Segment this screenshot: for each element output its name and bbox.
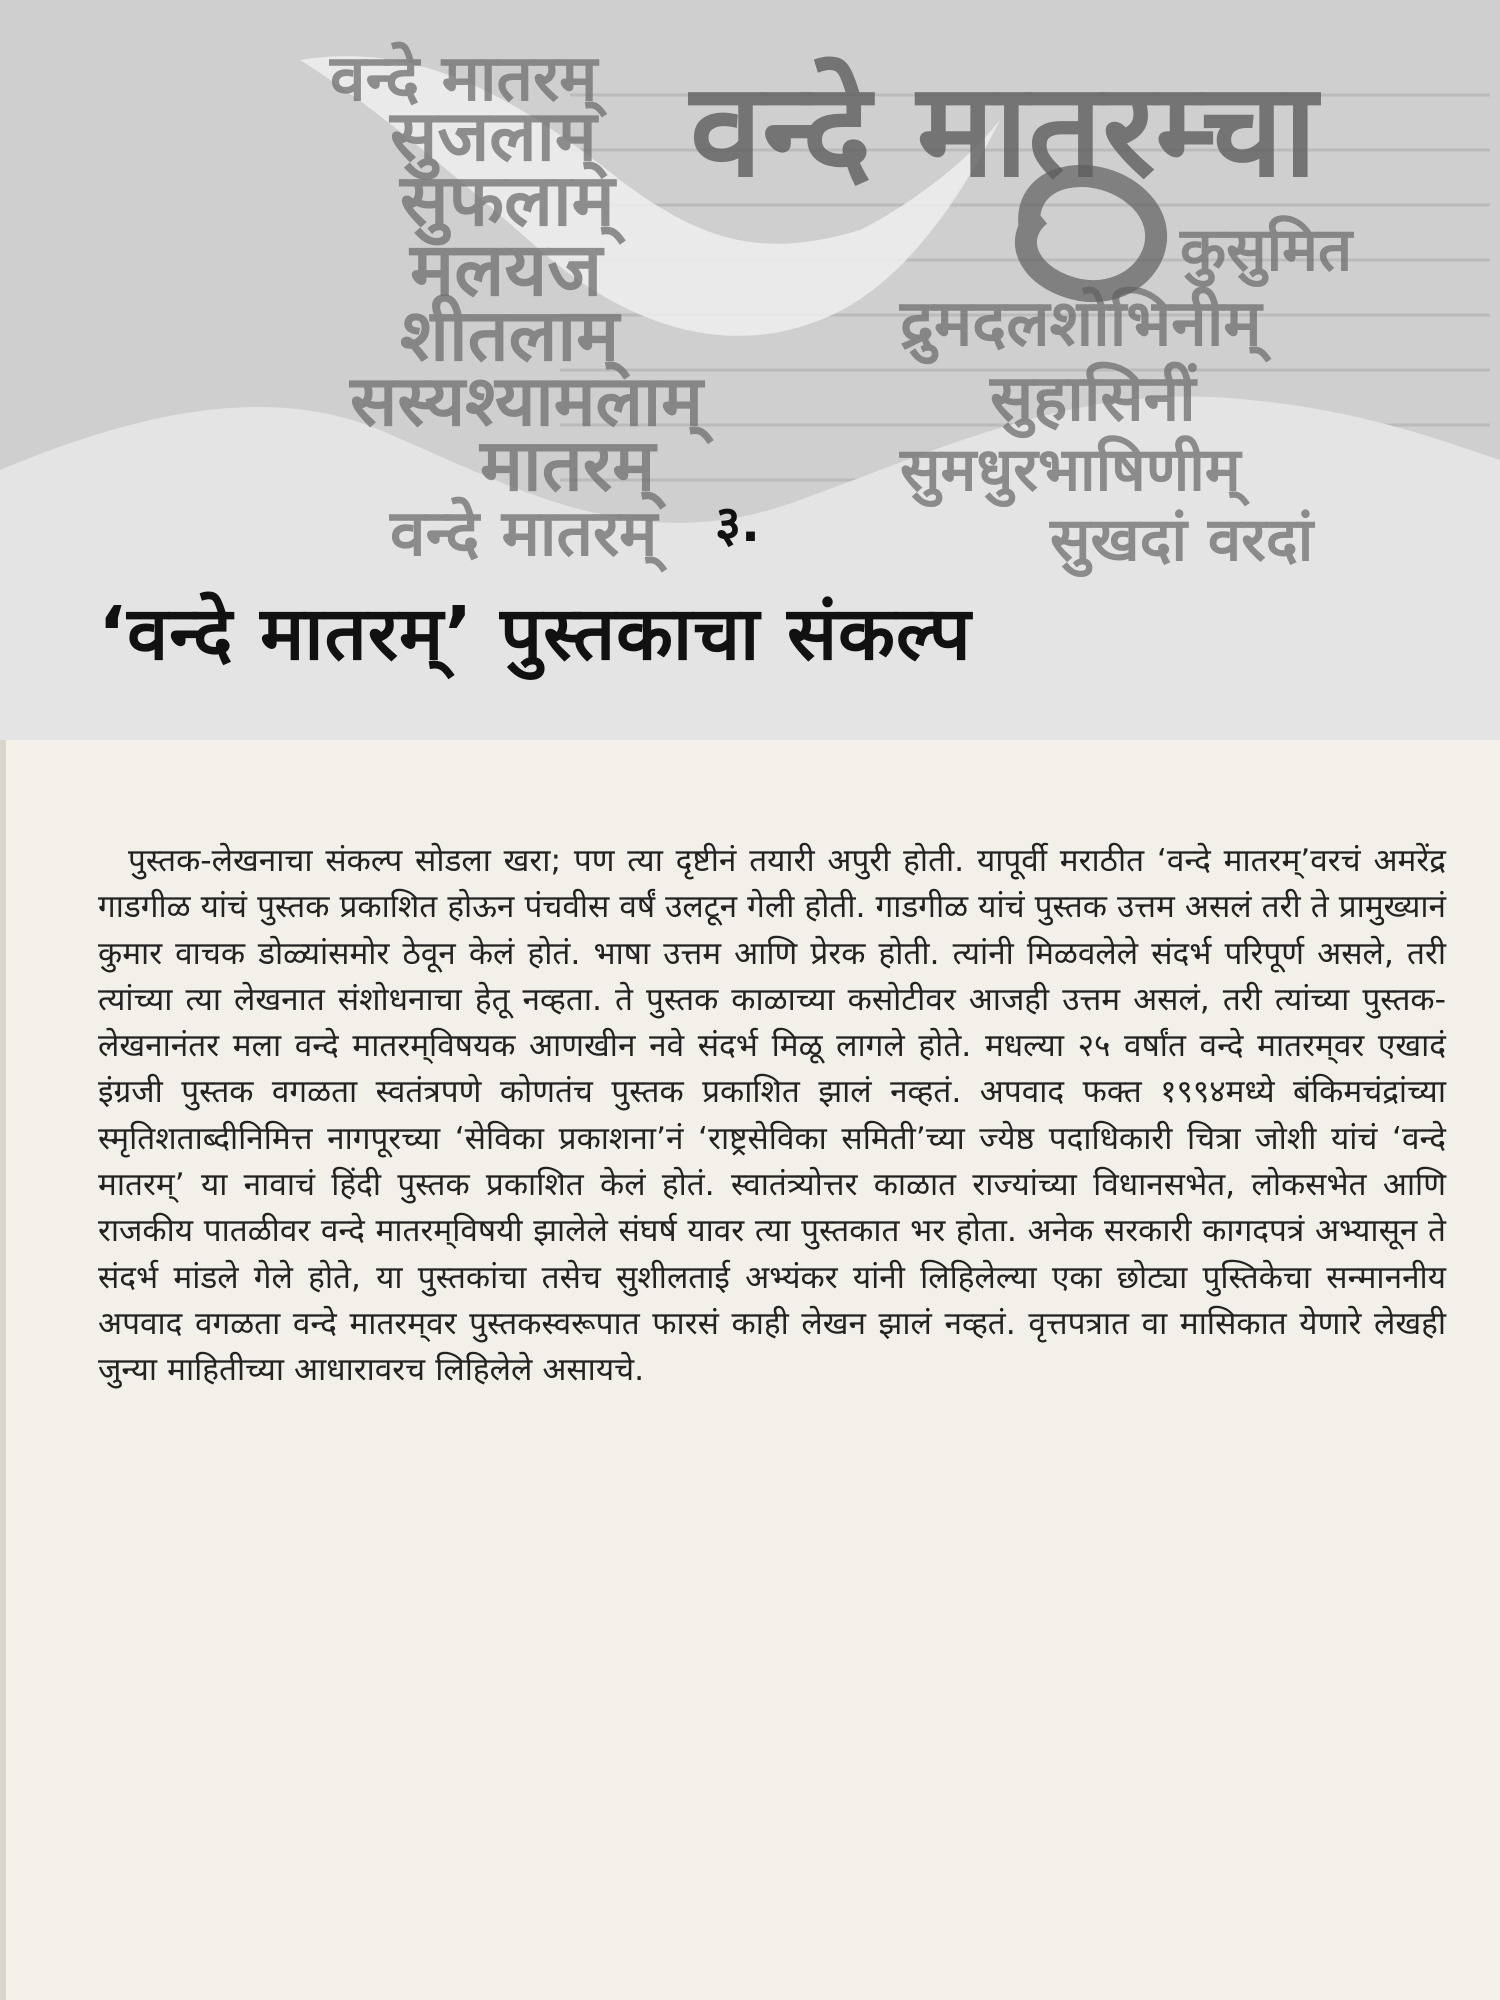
calligraphy-word: वन्दे मातरम्चा bbox=[690, 54, 1318, 206]
calligraphy-word: मलयज bbox=[410, 227, 603, 313]
calligraphy-word: कुसुमित bbox=[1180, 215, 1353, 285]
calligraphy-word: द्रुमदलशोभिनीम् bbox=[900, 287, 1262, 361]
body-paragraph: पुस्तक-लेखनाचा संकल्प सोडला खरा; पण त्या दृष्टीनं तयारी अपुरी होती. यापूर्वी मराठीत ‘वन्दे मातरम्’वरचं अमरेंद्र गाडगीळ यांचं पुस्तक प्रकाशित होऊन पंचवीस वर्षं उलटून गेली होती. गाडगीळ यांचं पुस्तक उत्तम असलं तरी ते प्रामुख्यानं कुमार वाचक डोळ्यांसमोर ठेवून केलं होतं. भाषा उत्तम आणि प्रेरक होती. त्यांनी मिळवलेले संदर्भ परिपूर्ण असले, तरी त्यांच्या त्या लेखनात संशोधनाचा हेतू नव्हता. ते पुस्तक काळाच्या कसोटीवर आजही उत्तम असलं, तरी त्यांच्या पुस्तक-लेखनानंतर मला वन्दे मातरम्‌विषयक आणखीन नवे संदर्भ मिळू लागले होते. मधल्या २५ वर्षांत वन्दे मातरम्‌वर एखादं इंग्रजी पुस्तक वगळता स्वतंत्रपणे कोणतंच पुस्तक प्रकाशित झालं नव्हतं. अपवाद फक्त १९९४मध्ये बंकिमचंद्रांच्या स्मृतिशताब्दीनिमित्त नागपूरच्या ‘सेविका प्रकाशना’नं ‘राष्ट्रसेविका समिती’च्या ज्येष्ठ पदाधिकारी चित्रा जोशी यांचं ‘वन्दे मातरम्’ या नावाचं हिंदी पुस्तक प्रकाशित केलं होतं. स्वातंत्र्योत्तर काळात राज्यांच्या विधानसभेत, लोकसभेत आणि राजकीय पातळीवर वन्दे मातरम्‌विषयी झालेले संघर्ष यावर त्या पुस्तकात भर होता. अनेक सरकारी कागदपत्रं अभ्यासून ते संदर्भ मांडले गेले होते, या पुस्तकांचा तसेच सुशीलताई अभ्यंकर यांनी लिहिलेल्या एका छोट्या पुस्तिकेचा सन्माननीय अपवाद वगळता वन्दे मातरम्‌वर पुस्तकस्वरूपात फारसं काही लेखन झालं नव्हतं. वृत्तपत्रात वा मासिकात येणारे लेखही जुन्या माहितीच्या आधारावरच लिहिलेले असायचे. bbox=[98, 843, 1446, 1389]
calligraphy-word: सुमधुरभाषिणीम् bbox=[900, 435, 1241, 505]
calligraphy-word: सुहासिनीं bbox=[990, 362, 1196, 436]
chapter-banner bbox=[0, 0, 1500, 740]
chapter-number: ३. bbox=[715, 495, 760, 553]
chapter-title: ‘वन्दे मातरम्’ पुस्तकाचा संकल्प bbox=[98, 591, 972, 677]
calligraphy-word: सुजलाम् bbox=[390, 95, 597, 177]
calligraphy-word: सुखदां वरदां bbox=[1050, 505, 1314, 575]
calligraphy-word: सस्यश्यामलाम् bbox=[350, 360, 703, 442]
calligraphy-word: वन्दे मातरम् bbox=[390, 497, 658, 571]
calligraphy-word: वन्दे मातरम् bbox=[330, 42, 598, 116]
calligraphy-word: सुफलाम् bbox=[400, 158, 615, 242]
calligraphy-word: मातरम् bbox=[480, 423, 656, 507]
calligraphy-word: शीतलाम् bbox=[400, 293, 620, 377]
